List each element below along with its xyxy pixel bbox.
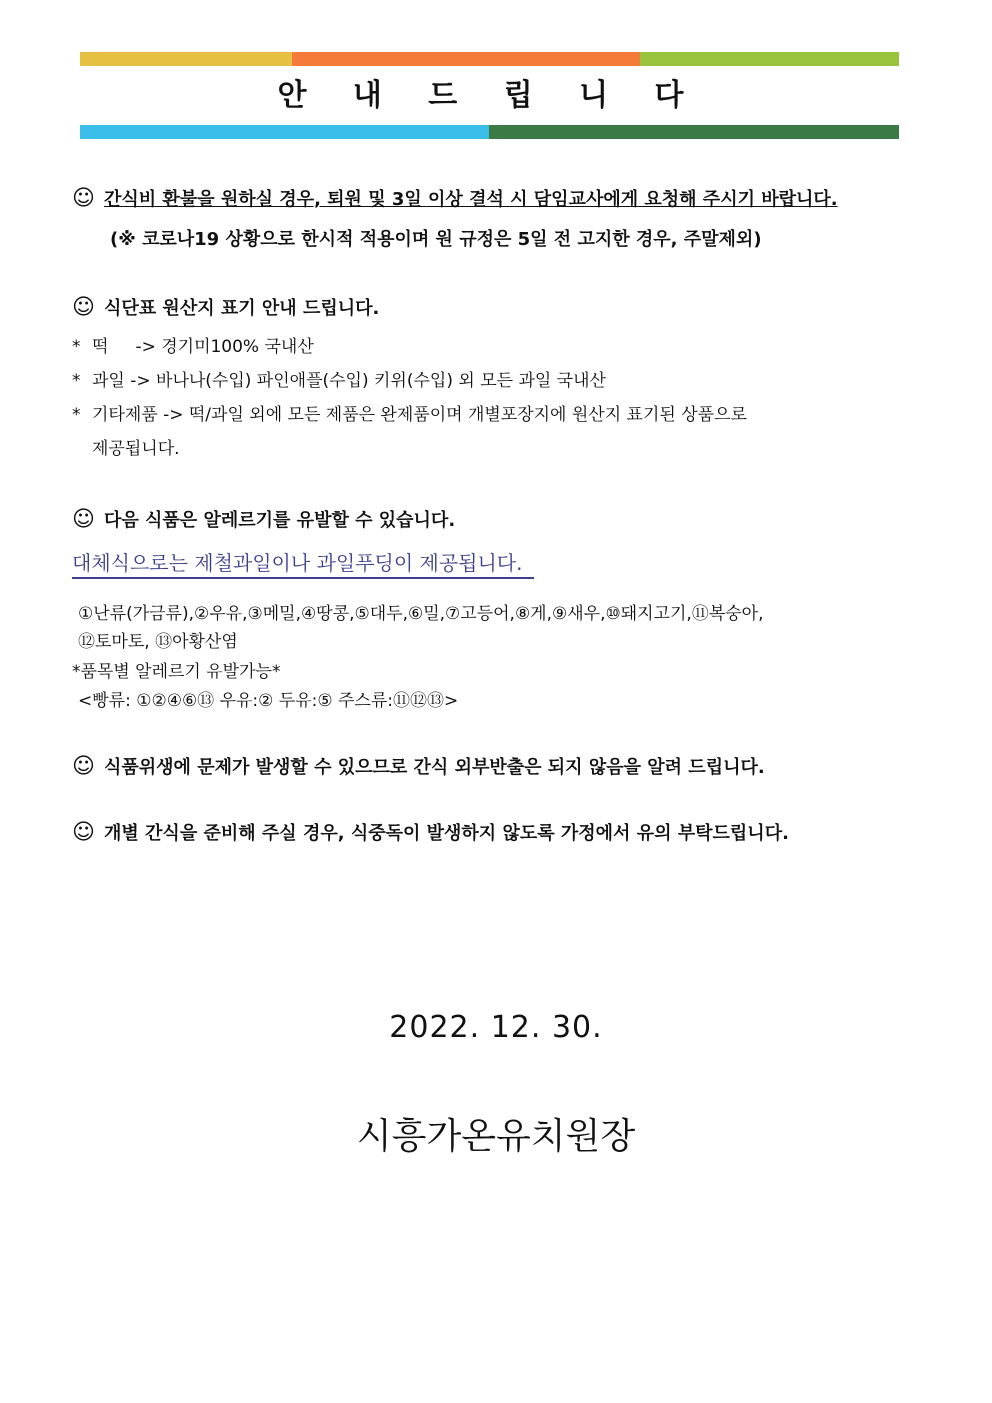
refund-note: (※ 코로나19 상황으로 한시적 적용이며 원 규정은 5일 전 고지한 경우, 주말제외) — [110, 229, 762, 250]
smiley-icon: ☺ — [72, 186, 95, 211]
origin-item — [72, 368, 606, 394]
hygiene-text: 식품위생에 문제가 발생할 수 있으므로 간식 외부반출은 되지 않음을 알려 드립니다. — [104, 757, 765, 778]
origin-item-text: 기타제품 -> 떡/과일 외에 모든 제품은 완제품이며 개별포장지에 원산지 표기된 상품으로 — [92, 405, 747, 425]
bullet-star: * — [72, 337, 81, 357]
allergy-heading-line — [72, 507, 455, 534]
page-title: 안 내 드 립 니 다 — [277, 78, 702, 113]
bar-segment-orange — [292, 52, 640, 66]
origin-continuation: 제공됩니다. — [92, 439, 180, 459]
allergy-list-line-1: ①난류(가금류),②우유,③메밀,④땅콩,⑤대두,⑥밀,⑦고등어,⑧게,⑨새우,⑩돼지고기,⑪복숭아, — [78, 604, 764, 624]
bullet-star: * — [72, 371, 81, 391]
bar-segment-yellow — [80, 52, 292, 66]
smiley-icon: ☺ — [72, 295, 95, 320]
bar-segment-dark-green — [489, 125, 899, 139]
signer-name: 시흥가온유치원장 — [356, 1116, 636, 1157]
allergy-list-line-2: ⑫토마토, ⑬아황산염 — [78, 632, 238, 652]
origin-heading-line — [72, 295, 379, 322]
origin-heading: 식단표 원산지 표기 안내 드립니다. — [104, 298, 380, 319]
allergy-heading: 다음 식품은 알레르기를 유발할 수 있습니다. — [104, 510, 456, 531]
origin-item — [72, 334, 314, 360]
hygiene-line — [72, 754, 765, 781]
smiley-icon: ☺ — [72, 820, 95, 845]
allergy-by-item-heading: *품목별 알레르기 유발가능* — [72, 662, 281, 682]
allergy-by-item: <빵류: ①②④⑥⑬ 우유:② 두유:⑤ 주스류:⑪⑫⑬> — [78, 691, 459, 711]
origin-item-text: 과일 -> 바나나(수입) 파인애플(수입) 키위(수입) 외 모든 과일 국내산 — [92, 371, 606, 391]
personal-line — [72, 820, 789, 847]
document-date: 2022. 12. 30. — [389, 1010, 603, 1045]
refund-line — [72, 186, 838, 213]
origin-item — [72, 402, 747, 428]
bullet-star: * — [72, 405, 81, 425]
bar-segment-green — [640, 52, 899, 66]
header-color-bar-bottom — [80, 125, 899, 139]
personal-text: 개별 간식을 준비해 주실 경우, 식중독이 발생하지 않도록 가정에서 유의 부탁드립니다. — [104, 823, 789, 844]
refund-text: 간식비 환불을 원하실 경우, 퇴원 및 3일 이상 결석 시 담임교사에게 요청해 주시기 바랍니다. — [104, 189, 838, 210]
origin-item-text: 떡 -> 경기미100% 국내산 — [92, 337, 314, 357]
smiley-icon: ☺ — [72, 507, 95, 532]
smiley-icon: ☺ — [72, 754, 95, 779]
bar-segment-blue — [80, 125, 489, 139]
allergy-substitute: 대체식으로는 제철과일이나 과일푸딩이 제공됩니다. — [72, 549, 534, 579]
header-color-bar-top — [80, 52, 899, 66]
